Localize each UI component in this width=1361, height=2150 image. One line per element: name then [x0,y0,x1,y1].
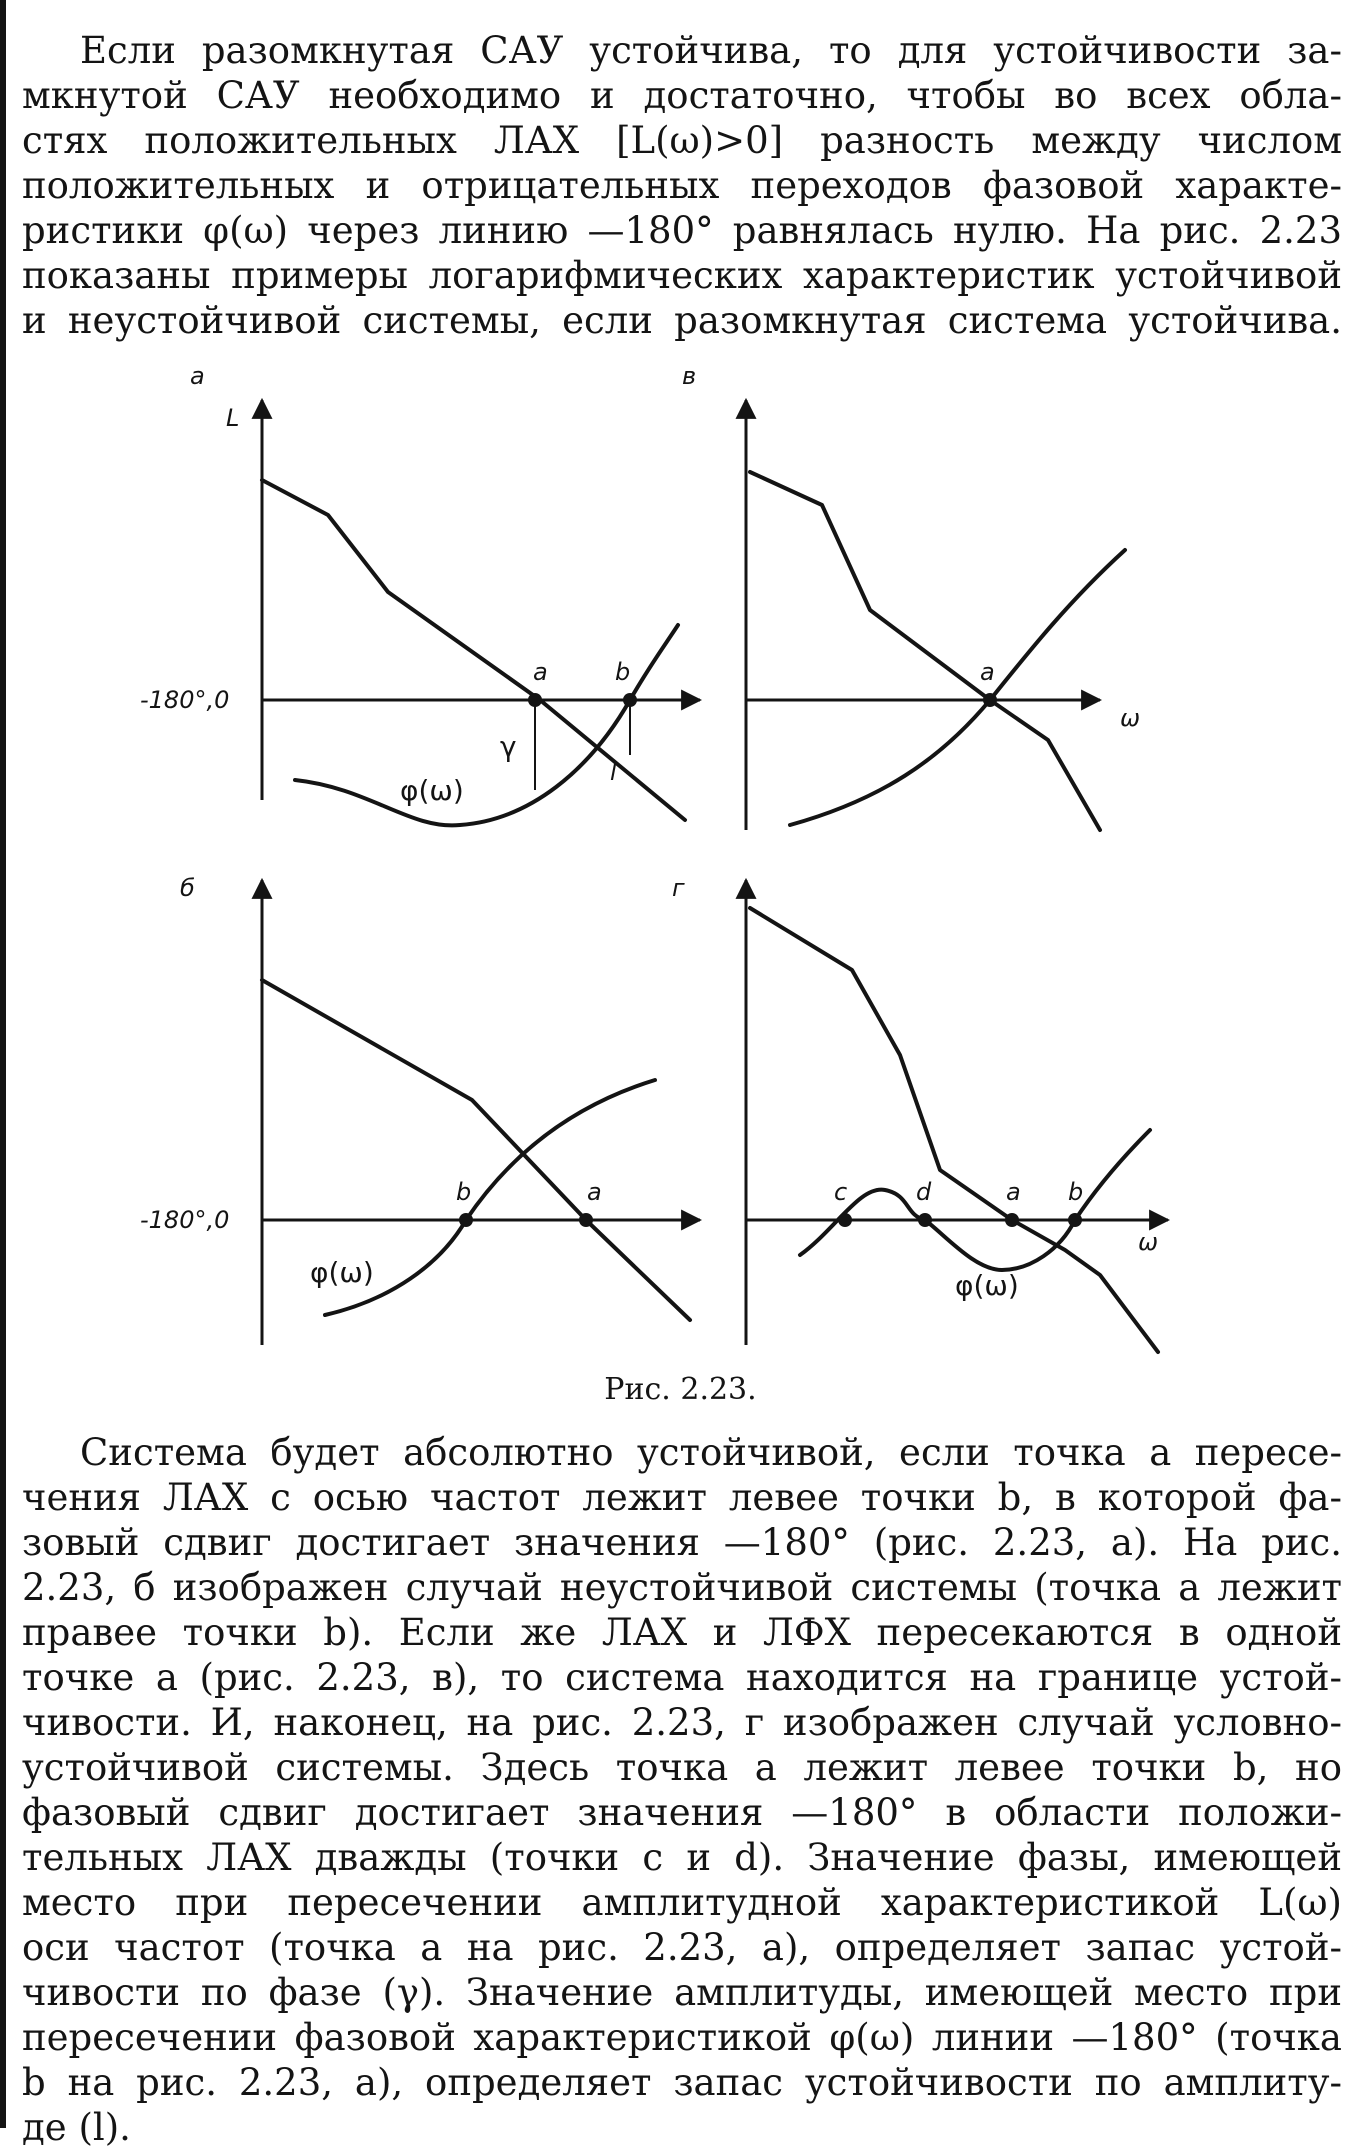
point-a [983,693,997,707]
text-line: и неустойчивой системы, если разомкнутая система устойчива. [22,299,1342,342]
text-line: зовый сдвиг достигает значения —180° (рис. 2.23, а). На рис. [22,1521,1342,1564]
y-axis-label-L: L [226,404,240,432]
panel-v [682,362,1140,830]
text-line: Система будет абсолютно устойчивой, если точка a пересе- [80,1431,1342,1474]
point-label-b: b [456,1178,472,1206]
paragraph-top [22,28,1342,343]
point-label-a: a [980,658,995,686]
panel-letter-a: а [190,362,205,390]
x-axis-label-omega: ω [1120,704,1141,732]
text-line: фазовый сдвиг достигает значения —180° в области положи- [22,1791,1342,1834]
lah-curve [750,472,1100,830]
point-c [838,1213,852,1227]
point-label-a: a [1006,1178,1021,1206]
panel-letter-g: г [672,874,685,902]
phase-curve [800,1130,1150,1270]
panel-g [672,874,1168,1352]
point-a [1005,1213,1019,1227]
text-line: положительных и отрицательных переходов фазовой характе- [22,164,1342,207]
point-label-a: a [587,1178,602,1206]
point-b [623,693,637,707]
text-line: правее точки b). Если же ЛАХ и ЛФХ пересекаются в одной [22,1611,1342,1654]
text-line: чивости. И, наконец, на рис. 2.23, г изображен случай условно- [22,1701,1342,1744]
axis-label-minus-180: -180°,0 [140,686,230,714]
point-b [459,1213,473,1227]
text-line: чивости по фазе (γ). Значение амплитуды, имеющей место при [22,1971,1342,2014]
point-label-b: b [1068,1178,1084,1206]
point-b [1068,1213,1082,1227]
point-a [579,1213,593,1227]
axis-label-minus-180: -180°,0 [140,1206,230,1234]
phase-curve [295,625,678,825]
lah-curve [750,908,1158,1352]
point-label-c: c [834,1178,848,1206]
point-a [528,693,542,707]
x-axis-label-omega: ω [1138,1228,1159,1256]
text-line: стях положительных ЛАХ [L(ω)>0] разность между числом [22,119,1342,162]
point-d [918,1213,932,1227]
figure-svg [0,360,1361,1420]
text-line: 2.23, б изображен случай неустойчивой системы (точка a лежит [22,1566,1342,1609]
text-line: оси частот (точка a на рис. 2.23, а), определяет запас устой- [22,1926,1342,1969]
text-line: место при пересечении амплитудной характеристикой L(ω) [22,1881,1342,1924]
phase-label: φ(ω) [955,1269,1019,1302]
figure-2-23 [0,360,1361,1420]
phase-label: φ(ω) [310,1256,374,1289]
point-label-b: b [615,658,631,686]
l-label: l [610,758,617,786]
point-label-d: d [916,1178,932,1206]
panel-letter-b: б [180,874,195,902]
text-line: устойчивой системы. Здесь точка a лежит левее точки b, но [22,1746,1342,1789]
phase-curve [325,1080,655,1315]
panel-a [140,362,700,825]
text-line: Если разомкнутая САУ устойчива, то для устойчивости за- [80,29,1342,72]
text-line: тельных ЛАХ дважды (точки c и d). Значение фазы, имеющей [22,1836,1342,1879]
gamma-label: γ [500,730,517,763]
text-line: показаны примеры логарифмических характеристик устойчивой [22,254,1342,297]
lah-curve [262,480,685,820]
text-line: де (l). [22,2106,131,2149]
panel-b [140,874,700,1345]
text-line: пересечении фазовой характеристикой φ(ω) линии —180° (точка [22,2016,1342,2059]
text-line: точке a (рис. 2.23, в), то система находится на границе устой- [22,1656,1342,1699]
figure-caption: Рис. 2.23. [604,1372,757,1407]
text-line: b на рис. 2.23, а), определяет запас устойчивости по амплиту- [22,2061,1342,2104]
text-line: мкнутой САУ необходимо и достаточно, чтобы во всех обла- [22,74,1342,117]
text-line: ристики φ(ω) через линию —180° равнялась нулю. На рис. 2.23 [22,209,1342,252]
paragraph-bottom [22,1430,1342,2150]
text-line: чения ЛАХ с осью частот лежит левее точки b, в которой фа- [22,1476,1342,1519]
panel-letter-v: в [682,362,697,390]
phase-label: φ(ω) [400,774,464,807]
point-label-a: a [533,658,548,686]
